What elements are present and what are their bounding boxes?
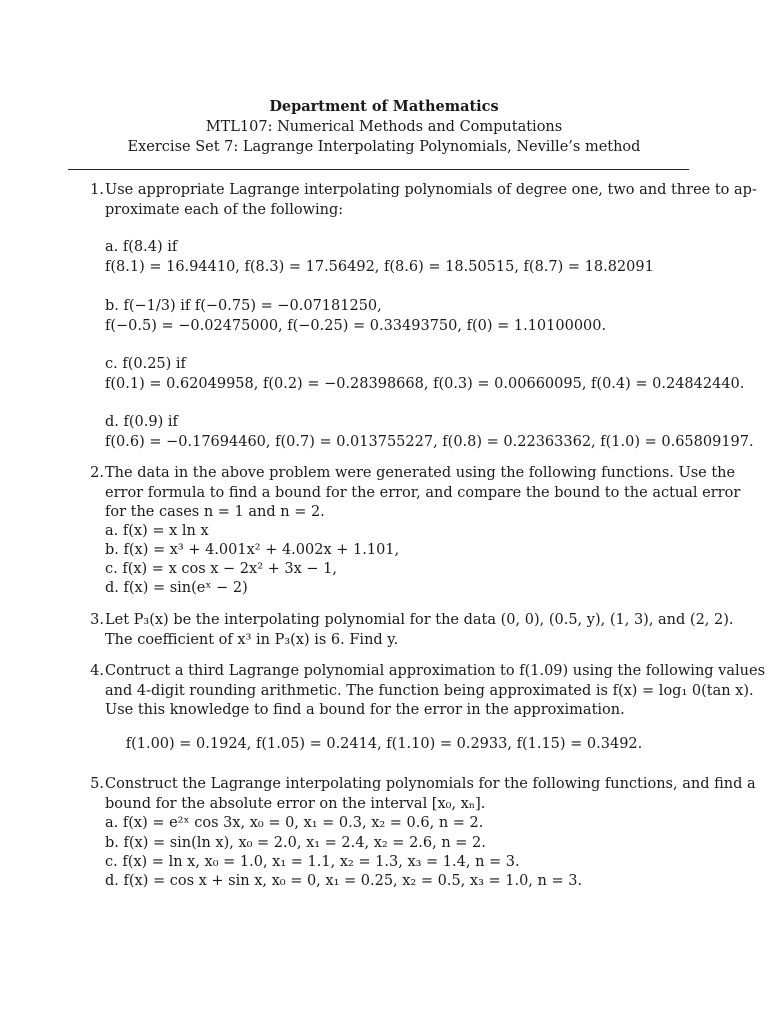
problem-2-line-3: for the cases n = 1 and n = 2. — [105, 504, 325, 520]
problem-4-line-1: Contruct a third Lagrange polynomial approximation to f(1.09) using the following values — [105, 663, 766, 679]
problem-1b-line-2: f(−0.5) = −0.02475000, f(−0.25) = 0.33493750, f(0) = 1.10100000. — [105, 318, 607, 334]
problem-5-line-3: a. f(x) = e²ˣ cos 3x, x₀ = 0, x₁ = 0.3, x₂ = 0.6, n = 2. — [105, 815, 484, 831]
problem-2-line-6: c. f(x) = x cos x − 2x² + 3x − 1, — [105, 561, 337, 577]
problem-2-line-4: a. f(x) = x ln x — [105, 523, 209, 539]
problem-5-line-4: b. f(x) = sin(ln x), x₀ = 2.0, x₁ = 2.4, x₂ = 2.6, n = 2. — [105, 835, 486, 851]
department-title: Department of Mathematics — [269, 98, 499, 115]
problem-4-number: 4. — [90, 663, 104, 679]
problem-1d-line-2: f(0.6) = −0.17694460, f(0.7) = 0.013755227, f(0.8) = 0.22363362, f(1.0) = 0.65809197. — [105, 434, 754, 450]
problem-2-line-2: error formula to find a bound for the error, and compare the bound to the actual error — [105, 485, 741, 501]
problem-2-line-7: d. f(x) = sin(eˣ − 2) — [105, 580, 248, 596]
problem-1c-line-1: c. f(0.25) if — [105, 356, 186, 372]
problem-5-number: 5. — [90, 776, 104, 792]
problem-4-display-equation: f(1.00) = 0.1924, f(1.05) = 0.2414, f(1.10) = 0.2933, f(1.15) = 0.3492. — [125, 736, 643, 752]
problem-5-line-1: Construct the Lagrange interpolating polynomials for the following functions, and find a — [105, 776, 756, 792]
problem-1b-line-1: b. f(−1/3) if f(−0.75) = −0.07181250, — [105, 298, 382, 314]
problem-2-line-5: b. f(x) = x³ + 4.001x² + 4.002x + 1.101, — [105, 542, 400, 558]
problem-2-line-1: The data in the above problem were generated using the following functions. Use the — [105, 465, 736, 481]
problem-5-line-2: bound for the absolute error on the interval [x₀, xₙ]. — [105, 796, 486, 812]
problem-1c-line-2: f(0.1) = 0.62049958, f(0.2) = −0.28398668, f(0.3) = 0.00660095, f(0.4) = 0.24842440. — [105, 376, 745, 392]
problem-5-line-6: d. f(x) = cos x + sin x, x₀ = 0, x₁ = 0.25, x₂ = 0.5, x₃ = 1.0, n = 3. — [105, 873, 583, 889]
course-title: MTL107: Numerical Methods and Computations — [205, 119, 563, 135]
problem-5-line-5: c. f(x) = ln x, x₀ = 1.0, x₁ = 1.1, x₂ = 1.3, x₃ = 1.4, n = 3. — [105, 854, 520, 870]
exercise-set-title: Exercise Set 7: Lagrange Interpolating Polynomials, Neville’s method — [127, 139, 641, 155]
problem-4-line-3: Use this knowledge to find a bound for the error in the approximation. — [105, 702, 625, 718]
problem-3-number: 3. — [90, 612, 104, 628]
problem-2-number: 2. — [90, 465, 104, 481]
problem-4-line-2: and 4-digit rounding arithmetic. The function being approximated is f(x) = log₁ 0(tan x). — [105, 683, 754, 699]
problem-1d-line-1: d. f(0.9) if — [105, 414, 178, 430]
problem-3-line-1: Let P₃(x) be the interpolating polynomial for the data (0, 0), (0.5, y), (1, 3), and (2, 2). — [105, 612, 734, 628]
header-divider — [68, 169, 689, 170]
problem-1-line-1: Use appropriate Lagrange interpolating polynomials of degree one, two and three to ap- — [105, 182, 757, 198]
problem-1-line-2: proximate each of the following: — [105, 202, 344, 218]
problem-1-number: 1. — [90, 182, 104, 198]
problem-3-line-2: The coefficient of x³ in P₃(x) is 6. Find y. — [105, 632, 399, 648]
problem-1a-line-1: a. f(8.4) if — [105, 239, 178, 255]
problem-1a-line-2: f(8.1) = 16.94410, f(8.3) = 17.56492, f(8.6) = 18.50515, f(8.7) = 18.82091 — [105, 259, 654, 275]
